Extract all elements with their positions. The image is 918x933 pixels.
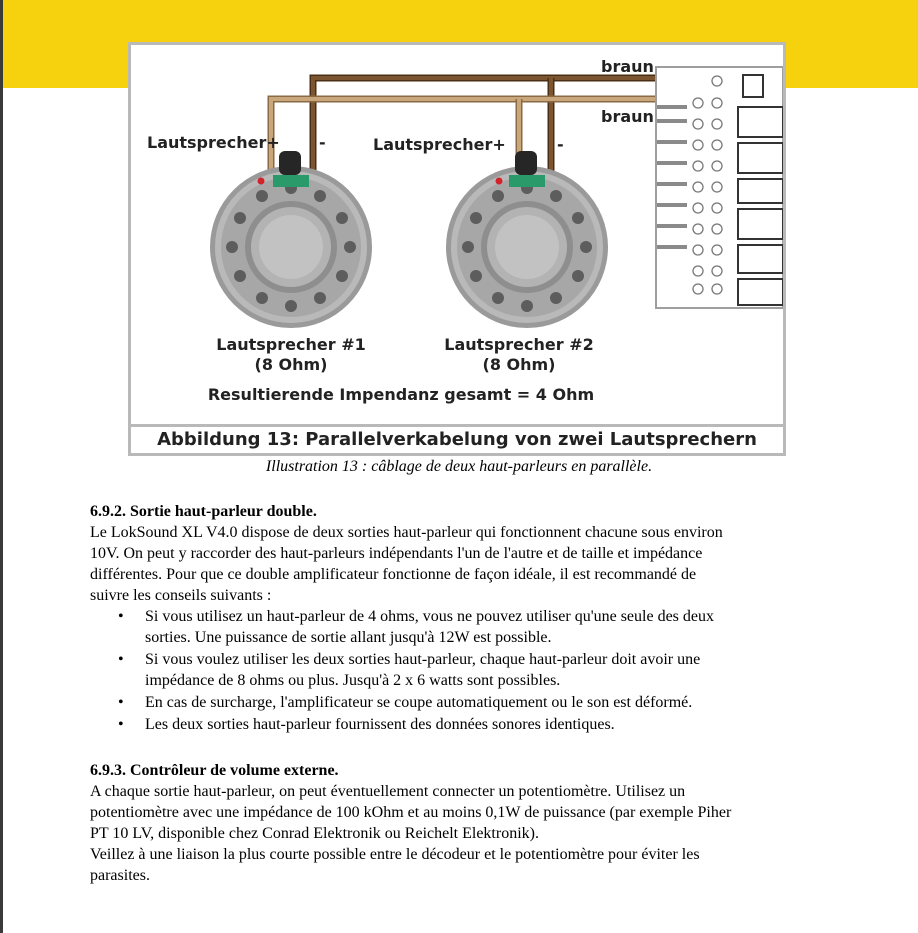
section-692-line-1: Le LokSound XL V4.0 dispose de deux sorties haut-parleur qui fonctionnent chacune sous environ [90,524,723,541]
advice-list [90,606,830,735]
list-item-line: Les deux sorties haut-parleur fournissent des données sonores identiques. [145,716,615,733]
decoder-board [656,67,783,308]
list-item-line: sorties. Une puissance de sortie allant jusqu'à 12W est possible. [145,629,552,646]
list-item [90,692,830,713]
bullet-icon: • [118,694,124,711]
section-693-line-1: A chaque sortie haut-parleur, on peut éventuellement connecter un potentiomètre. Utilisez un [90,783,686,800]
list-item [90,714,830,735]
section-692-line-2: 10V. On peut y raccorder des haut-parleurs indépendants l'un de l'autre et de taille et impédance [90,545,703,562]
list-item-line: En cas de surcharge, l'amplificateur se coupe automatiquement ou le son est déformé. [145,694,693,711]
list-item-line: Si vous voulez utiliser les deux sorties haut-parleur, chaque haut-parleur doit avoir une [145,651,701,668]
speaker-1 [210,151,372,328]
section-692-heading: 6.9.2. Sortie haut-parleur double. [90,503,317,520]
total-impedance-label: Resultierende Impendanz gesamt = 4 Ohm [207,385,595,404]
wire-top [313,78,686,185]
bullet-icon: • [118,716,124,733]
bullet-icon: • [118,608,124,625]
wire-label-bottom: braun [601,107,654,126]
section-692 [90,501,830,736]
speaker-1-minus-label: - [319,133,326,152]
figure-title: Abbildung 13: Parallelverkabelung von zwei Lautsprechern [157,429,757,450]
section-693-line-3: PT 10 LV, disponible chez Conrad Elektronik ou Reichelt Elektronik). [90,825,539,842]
section-692-line-3: différentes. Pour que ce double amplificateur fonctionne de façon idéale, il est recommandé de [90,566,697,583]
list-item-line: impédance de 8 ohms ou plus. Jusqu'à 2 x 6 watts sont possibles. [145,672,561,689]
figure-caption: Illustration 13 : câblage de deux haut-parleurs en parallèle. [265,458,653,475]
section-693-line-2: potentiomètre avec une impédance de 100 kOhm et au moins 0,1W de puissance (par exemple Piher [90,804,732,821]
list-item [90,606,830,648]
speaker-1-impedance: (8 Ohm) [254,355,328,374]
list-item-line: Si vous utilisez un haut-parleur de 4 ohms, vous ne pouvez utiliser qu'une seule des deux [145,608,714,625]
list-item [90,649,830,691]
speaker-1-plus-label: Lautsprecher+ [147,133,280,152]
section-693-line-4: Veillez à une liaison la plus courte possible entre le décodeur et le potentiomètre pour éviter les [90,846,700,863]
speaker-2 [446,151,608,328]
section-693 [90,760,830,886]
section-693-heading: 6.9.3. Contrôleur de volume externe. [90,762,339,779]
wiring-diagram [131,45,783,427]
speaker-1-name: Lautsprecher #1 [216,335,366,354]
speaker-2-impedance: (8 Ohm) [482,355,556,374]
figure-frame [128,42,786,456]
bullet-icon: • [118,651,124,668]
speaker-2-name: Lautsprecher #2 [444,335,594,354]
speaker-2-minus-label: - [557,135,564,154]
section-692-line-4: suivre les conseils suivants : [90,587,272,604]
wire-label-top: braun [601,57,654,76]
speaker-2-plus-label: Lautsprecher+ [373,135,506,154]
section-693-line-5: parasites. [90,867,150,884]
